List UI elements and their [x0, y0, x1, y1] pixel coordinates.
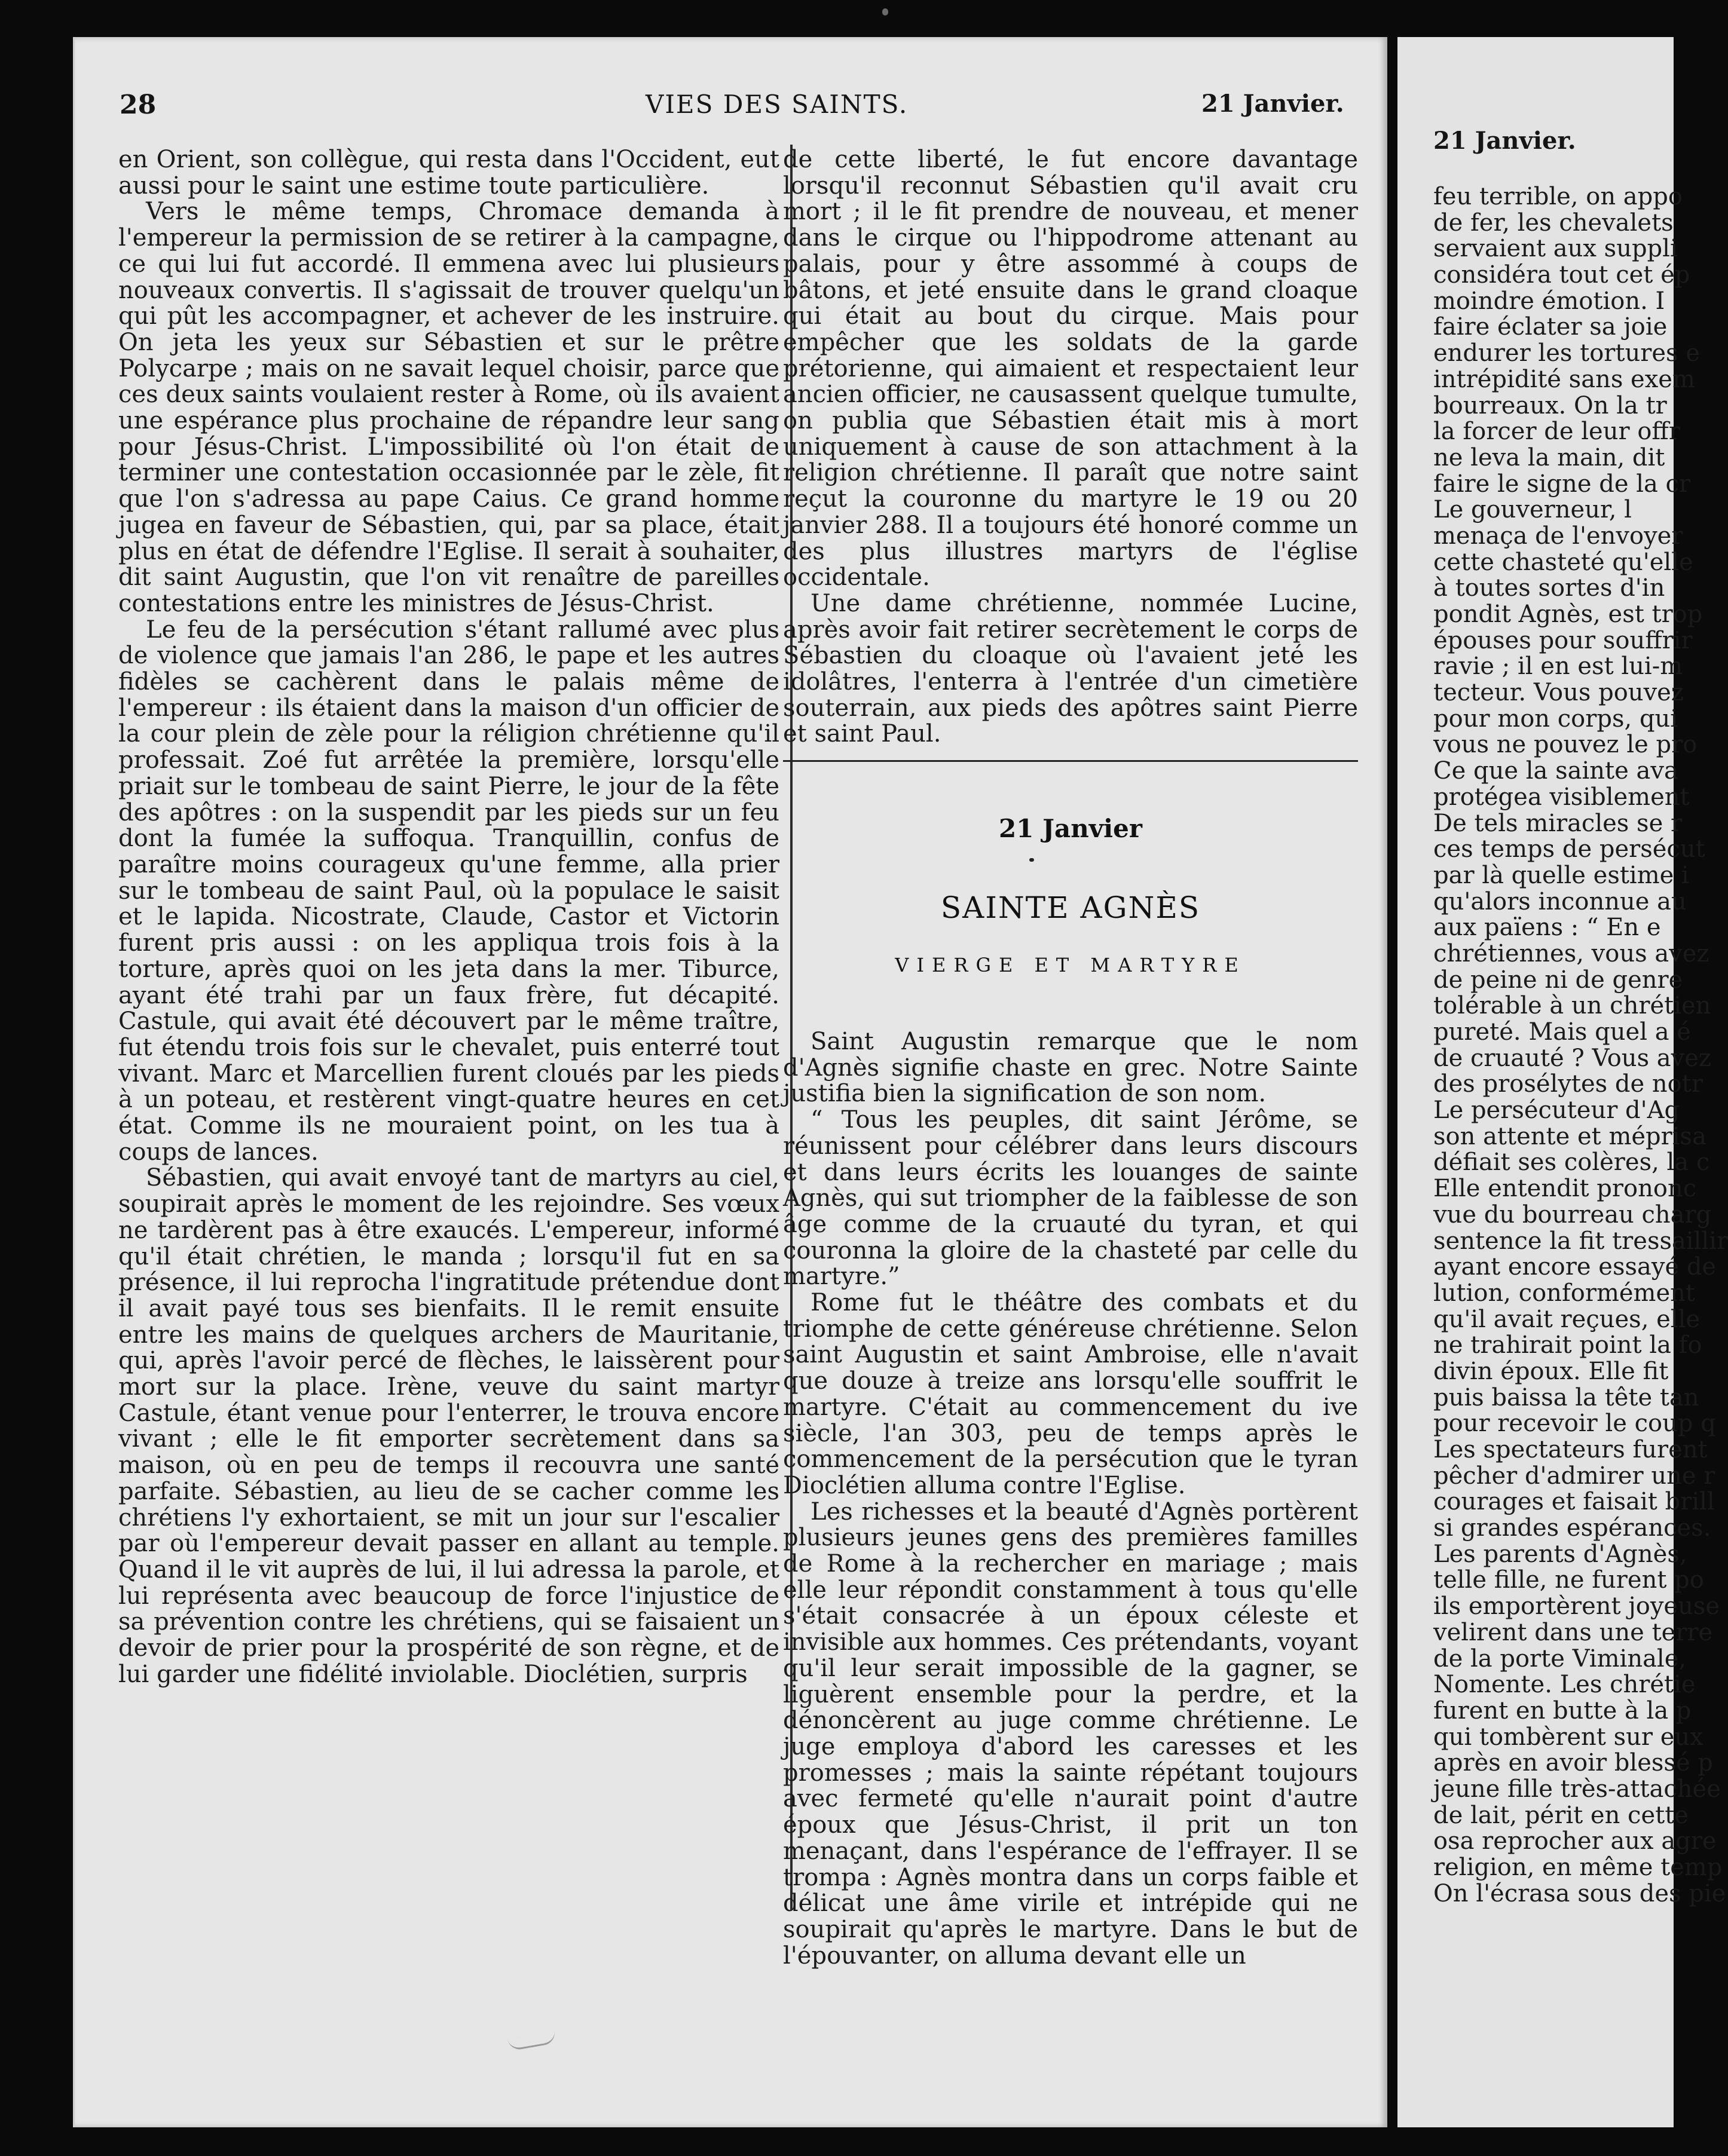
text-line: pureté. Mais quel a é: [1433, 1018, 1691, 1046]
text-line: endurer les tortures e: [1433, 339, 1700, 368]
text-line: ces temps de persécut: [1433, 835, 1705, 863]
right-running-date: 21 Janvier.: [1433, 127, 1576, 155]
ornament-dot: [1029, 858, 1034, 862]
text-line: qu'alors inconnue au: [1433, 887, 1687, 915]
text-line: religion, en même temp: [1433, 1854, 1723, 1881]
paragraph: Sébastien, qui avait envoyé tant de martyrs au ciel, soupirait après le moment de les rejoindre. Ses vœux ne tardèrent pas à être exaucés. L'empereur, informé qu'il était chrétien, le manda ; lorsqu'il fut en sa présence, il lui reprocha l'ingratitude prétendue dont il avait payé tous ses bienfaits. Il le remit ensuite entre les mains de quelques archers de Mauritanie, qui, après l'avoir percé de flèches, le laissèrent pour mort sur la place. Irène, veuve du saint martyr Castule, étant venue pour l'enterrer, le trouva encore vivant ; elle le fit emporter secrètement dans sa maison, où en peu de temps il recouvra une santé parfaite. Sébastien, au lieu de se cacher comme les chrétiens l'y exhortaient, se mit un jour sur l'escalier par où l'empereur devait passer en allant au temple. Quand il le vit auprès de lui, il lui adressa la parole, et lui représenta avec beaucoup de force l'injustice de sa prévention contre les chrétiens, qui se faisaient un devoir de prier pour la prospérité de son règne, et de lui garder une fidélité inviolable. Dioclétien, surpris: [118, 1164, 779, 1688]
paragraph: de cette liberté, le fut encore davantage lorsqu'il reconnut Sébastien qu'il avait cru mort ; il le fit prendre de nouveau, et mener dans le cirque ou l'hippodrome attenant au palais, pour y être assommé à coups de bâtons, et jeté ensuite dans le grand cloaque qui était au bout du cirque. Mais pour empêcher que les soldats de la garde prétorienne, qui aimaient et respectaient leur ancien officier, ne causassent quelque tumulte, on publia que Sébastien était mis à mort uniquement à cause de son attachment à la religion chrétienne. Il paraît que notre saint reçut la couronne du martyre le 19 ou 20 janvier 288. Il a toujours été honoré comme un des plus illustres martyrs de l'église occidentale.: [783, 146, 1358, 592]
text-line: ne leva la main, dit: [1433, 443, 1665, 471]
text-line: de lait, périt en cette: [1433, 1801, 1689, 1829]
running-date: 21 Janvier.: [1201, 90, 1344, 118]
text-line: faire le signe de la cr: [1433, 470, 1691, 498]
paragraph: en Orient, son collègue, qui resta dans l'Occident, eut aussi pour le saint une estime toute particulière.: [118, 146, 779, 200]
text-line: chrétiennes, vous avez: [1433, 939, 1709, 967]
stray-mark: [882, 8, 888, 16]
text-line: qui tombèrent sur eux: [1433, 1723, 1703, 1751]
right-page-text-fragments: [1433, 183, 1728, 1907]
right-page: [1397, 37, 1728, 2127]
text-line: Nomente. Les chrétie: [1433, 1671, 1696, 1699]
text-line: ravie ; il en est lui-m: [1433, 653, 1683, 681]
page-number: 28: [120, 90, 157, 120]
text-line: Les spectateurs furent: [1433, 1436, 1708, 1463]
right-column-top: [783, 147, 1358, 748]
section-date: 21 Janvier: [999, 814, 1142, 843]
text-line: aux païens : “ En e: [1433, 914, 1661, 942]
text-line: épouses pour souffrir: [1433, 626, 1693, 654]
text-line: puis baissa la tête tan: [1433, 1383, 1699, 1411]
text-line: après en avoir blessé p: [1433, 1749, 1713, 1777]
text-line: furent en butte à la p: [1433, 1696, 1692, 1725]
section-rule: [783, 760, 1358, 762]
text-line: protégea visiblement: [1433, 783, 1690, 811]
text-line: velirent dans une terre: [1433, 1618, 1713, 1646]
text-line: sentence la fit tressaillir: [1433, 1227, 1728, 1255]
text-line: cette chasteté qu'elle: [1433, 548, 1693, 576]
text-line: courages et faisait brill: [1433, 1488, 1715, 1516]
text-line: ne trahirait point la fo: [1433, 1331, 1702, 1359]
text-line: De tels miracles se r: [1433, 809, 1683, 837]
text-line: divin époux. Elle fit: [1433, 1357, 1669, 1385]
text-line: lution, conformément: [1433, 1279, 1695, 1307]
text-line: feu terrible, on appo: [1433, 183, 1683, 210]
paragraph: “ Tous les peuples, dit saint Jérôme, se réunissent pour célébrer dans leurs discours et dans leurs écrits les louanges de sainte Agnès, qui sut triompher de la faiblesse de son âge comme de la cruauté du tyran, et qui couronna la gloire de la chasteté par celle du martyre.”: [783, 1106, 1358, 1291]
text-line: faire éclater sa joie: [1433, 313, 1668, 341]
text-line: moindre émotion. I: [1433, 287, 1665, 315]
paragraph: Le feu de la persécution s'étant rallumé avec plus de violence que jamais l'an 286, le pape et les autres fidèles se cachèrent dans le palais même de l'empereur : ils étaient dans la maison d'un officier de la cour plein de zèle pour la réligion chrétienne qu'il professait. Zoé fut arrêtée la première, lorsqu'elle priait sur le tombeau de saint Pierre, le jour de la fête des apôtres : on la suspendit par les pieds sur un feu dont la fumée la suffoqua. Tranquillin, confus de paraître moins courageux qu'une femme, alla prier sur le tombeau de saint Paul, où la populace le saisit et le lapida. Nicostrate, Claude, Castor et Victorin furent pris aussi : on les appliqua trois fois à la torture, après quoi on les jeta dans la mer. Tiburce, ayant été trahi par un faux frère, fut décapité. Castule, qui avait été découvert par le même traître, fut étendu trois fois sur le chevalet, puis enterré tout vivant. Marc et Marcellien furent cloués par les pieds à un poteau, et restèrent vingt-quatre heures en cet état. Comme ils ne mouraient point, on les tua à coups de lances.: [118, 615, 779, 1166]
paragraph: Saint Augustin remarque que le nom d'Agnès signifie chaste en grec. Notre Sainte justifia bien la signification de son nom.: [783, 1028, 1358, 1108]
paragraph: Les richesses et la beauté d'Agnès portèrent plusieurs jeunes gens des premières familles de Rome à la rechercher en mariage ; mais elle leur répondit constamment à tous qu'elle s'était consacrée à un époux céleste et invisible aux hommes. Ces prétendants, voyant qu'il leur serait impossible de la gagner, se liguèrent ensemble pour la perdre, et la dénoncèrent au juge comme chrétienne. Le juge employa d'abord les caresses et les promesses ; mais la sainte répétant toujours avec fermeté qu'elle n'aurait point d'autre époux que Jésus-Christ, il prit un ton menaçant, dans l'espérance de l'effrayer. Il se trompa : Agnès montra dans un corps faible et délicat une âme virile et intrépide qui ne soupirait qu'après le martyre. Dans le but de l'épouvanter, on alluma devant elle un: [783, 1497, 1358, 1970]
text-line: On l'écrasa sous des pie: [1433, 1879, 1726, 1907]
text-line: son attente et méprisa: [1433, 1122, 1706, 1150]
text-line: vue du bourreau charg: [1433, 1200, 1712, 1229]
text-line: de fer, les chevalets: [1433, 209, 1674, 237]
text-line: de peine ni de genre: [1433, 966, 1683, 994]
text-line: la forcer de leur offr: [1433, 418, 1680, 446]
text-line: défiait ses colères, la c: [1433, 1149, 1710, 1177]
text-line: servaient aux suppli: [1433, 235, 1678, 263]
text-line: pour mon corps, qui: [1433, 705, 1678, 733]
text-line: à toutes sortes d'in: [1433, 574, 1665, 602]
section-subtitle: VIERGE ET MARTYRE: [895, 954, 1246, 976]
running-title: VIES DES SAINTS.: [646, 90, 909, 119]
text-line: pondit Agnès, est trop: [1433, 601, 1703, 628]
paragraph: Rome fut le théâtre des combats et du triomphe de cette généreuse chrétienne. Selon saint Augustin et saint Ambroise, elle n'avait que douze à treize ans lorsqu'elle souffrit le martyre. C'était au commencement du ive siècle, l'an 303, peu de temps après le commencement de la persécution que le tyran Dioclétien alluma contre l'Eglise.: [783, 1289, 1358, 1499]
paragraph: Une dame chrétienne, nommée Lucine, après avoir fait retirer secrètement le corps de Sébastien du cloaque où l'avaient jeté les idolâtres, l'enterra à l'entrée d'un cimetière souterrain, aux pieds des apôtres saint Pierre et saint Paul.: [783, 589, 1358, 748]
text-line: considéra tout cet ép: [1433, 261, 1690, 289]
text-line: telle fille, ne furent po: [1433, 1566, 1704, 1594]
text-line: ils emportèrent joyeuse: [1433, 1592, 1720, 1621]
text-line: jeune fille très-attachée: [1433, 1775, 1721, 1803]
text-line: de cruauté ? Vous avez: [1433, 1044, 1711, 1072]
text-line: ayant encore essayé de: [1433, 1253, 1717, 1281]
text-line: de la porte Viminale,: [1433, 1644, 1687, 1673]
text-line: tecteur. Vous pouvez: [1433, 679, 1684, 707]
text-line: Elle entendit prononc: [1433, 1175, 1697, 1203]
text-line: qu'il avait reçues, elle: [1433, 1305, 1701, 1333]
paragraph: Vers le même temps, Chromace demanda à l'empereur la permission de se retirer à la campagne, ce qui lui fut accordé. Il emmena avec lui plusieurs nouveaux convertis. Il s'agissait de trouver quelqu'un qui pût les accompagner, et achever de les instruire. On jeta les yeux sur Sébastien et sur le prêtre Polycarpe ; mais on ne savait lequel choisir, parce que ces deux saints voulaient rester à Rome, où ils avaient une espérance plus prochaine de répandre leur sang pour Jésus-Christ. L'impossibilité où l'on était de terminer une contestation occasionnée par le zèle, fit que l'on s'adressa au pape Caius. Ce grand homme jugea en faveur de Sébastien, qui, par sa place, était plus en état de défendre l'Eglise. Il serait à souhaiter, dit saint Augustin, que l'on vit renaître de pareilles contestations entre les ministres de Jésus-Christ.: [118, 198, 779, 617]
text-line: Les parents d'Agnès,: [1433, 1540, 1687, 1568]
section-title: SAINTE AGNÈS: [940, 890, 1201, 925]
right-column-body: [783, 1029, 1358, 1969]
text-line: bourreaux. On la tr: [1433, 391, 1667, 419]
text-line: vous ne pouvez le pro: [1433, 731, 1698, 759]
text-line: par là quelle estime i: [1433, 861, 1689, 889]
text-line: Ce que la sainte ava: [1433, 757, 1678, 785]
text-line: Le persécuteur d'Ag: [1433, 1097, 1680, 1125]
left-column: [118, 147, 779, 1688]
text-line: osa reprocher aux agre: [1433, 1827, 1717, 1855]
text-line: intrépidité sans exem: [1433, 365, 1695, 393]
text-line: pêcher d'admirer une r: [1433, 1462, 1715, 1490]
text-line: tolérable à un chrétien: [1433, 992, 1711, 1020]
text-line: des prosélytes de notr: [1433, 1070, 1703, 1098]
text-line: menaça de l'envoyer: [1433, 522, 1683, 550]
text-line: pour recevoir le coup q: [1433, 1410, 1716, 1438]
text-line: Le gouverneur, l: [1433, 496, 1632, 524]
text-line: si grandes espérances.: [1433, 1514, 1711, 1542]
